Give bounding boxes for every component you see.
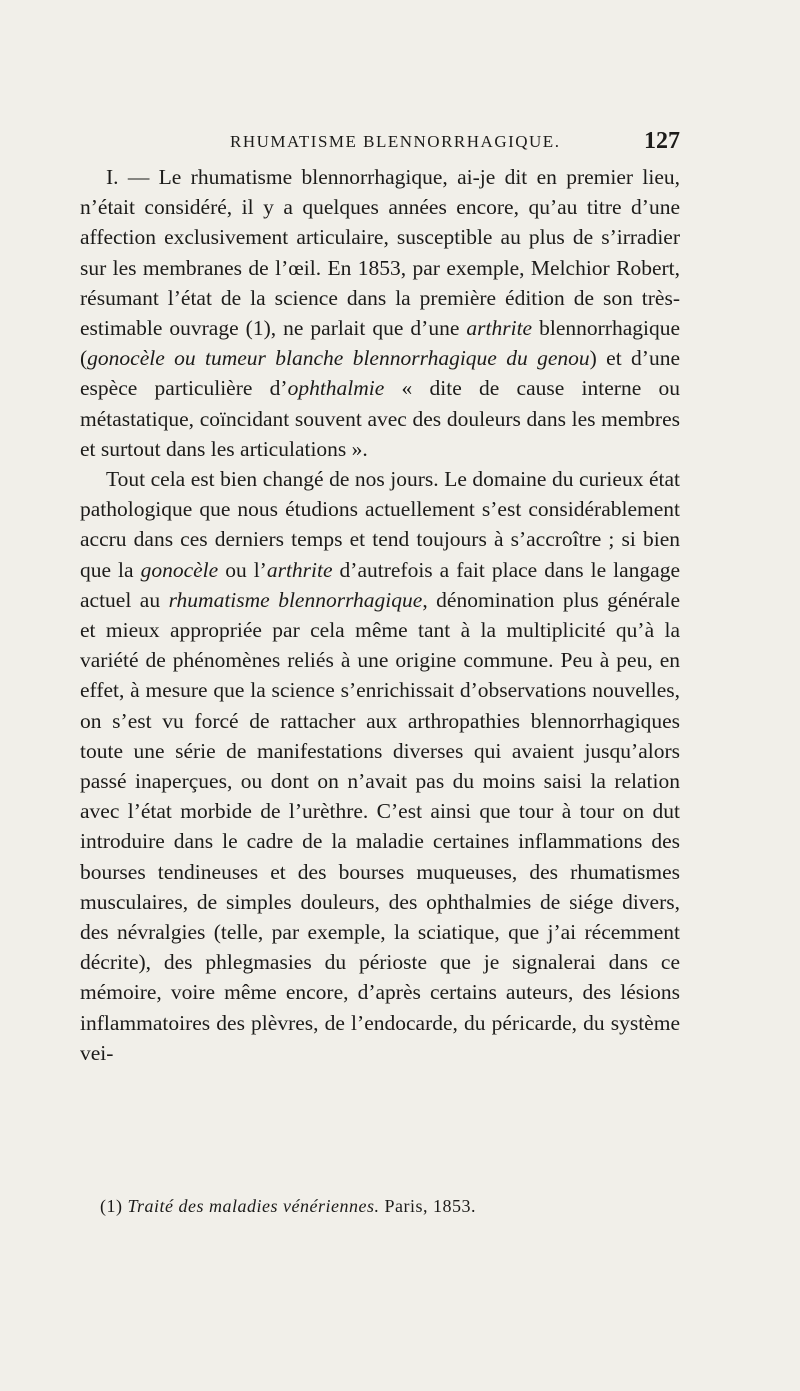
page-number: 127: [644, 128, 680, 154]
italic-term: arthrite: [466, 316, 533, 341]
italic-term: arthrite: [266, 557, 333, 582]
footnote: [80, 1196, 700, 1217]
text-run: ) et d’une espèce particulière d’: [80, 346, 680, 401]
text-run: « dite de cause interne ou métastatique, coïncidant souvent avec des douleurs dans les membres et surtout dans les articulations ».: [80, 376, 680, 461]
text-run: d’autrefois a fait place dans le langage actuel au: [80, 557, 681, 612]
italic-term: gonocèle ou tumeur blanche blennorrhagique du genou: [87, 346, 590, 371]
text-run: ou l’: [218, 557, 267, 582]
italic-term: gonocèle: [140, 557, 219, 582]
text-run: blennorrhagique (: [80, 316, 681, 371]
footnote-title: Traité des maladies vénériennes.: [127, 1196, 380, 1216]
footnote-marker: (1): [100, 1196, 123, 1216]
body-text: [80, 162, 680, 1068]
running-title: RHUMATISME BLENNORRHAGIQUE.: [230, 132, 561, 151]
paragraph: [80, 464, 680, 1068]
italic-term: ophthalmie: [287, 376, 385, 401]
page-header: [80, 128, 680, 164]
text-run: I. — Le rhumatisme blennorrhagique, ai-je dit en premier lieu, n’était considéré, il y a quelques années encore, qu’au titre d’une affection exclusivement articulaire, susceptible au plus de s’irradier sur les membranes de l’œil. En 1853, par exemple, Melchior Robert, résumant l’état de la science dans la première édition de son très-estimable ouvrage (1), ne parlait que d’une: [80, 165, 680, 341]
text-run: Tout cela est bien changé de nos jours. Le domaine du curieux état pathologique que nous étudions actuellement s’est considérablement accru dans ces derniers temps et tend toujours à s’accroître ; si bien que la: [80, 467, 680, 582]
paragraph: [80, 162, 680, 464]
italic-term: rhumatisme blennorrhagique: [168, 587, 423, 612]
text-run: , dénomination plus générale et mieux appropriée par cela même tant à la multiplicité qu’à la variété de phénomènes reliés à une origine commune. Peu à peu, en effet, à mesure que la science s’enrichissait d’observations nouvelles, on s’est vu forcé de rattacher aux arthropathies blennorrhagiques toute une série de manifestations diverses qui avaient jusqu’alors passé inaperçues, ou dont on n’avait pas du moins saisi la relation avec l’état morbide de l’urèthre. C’est ainsi que tour à tour on dut introduire dans le cadre de la maladie certaines inflammations des bourses tendineuses et des bourses muqueuses, des rhumatismes musculaires, de simples douleurs, des ophthalmies de siége divers, des névralgies (telle, par exemple, la sciatique, que j’ai récemment décrite), des phlegmasies du périoste que je signalerai dans ce mémoire, voire même encore, d’après certains auteurs, des lésions inflammatoires des plèvres, de l’endocarde, du péricarde, du système vei-: [80, 587, 680, 1065]
footnote-rest: Paris, 1853.: [379, 1196, 476, 1216]
